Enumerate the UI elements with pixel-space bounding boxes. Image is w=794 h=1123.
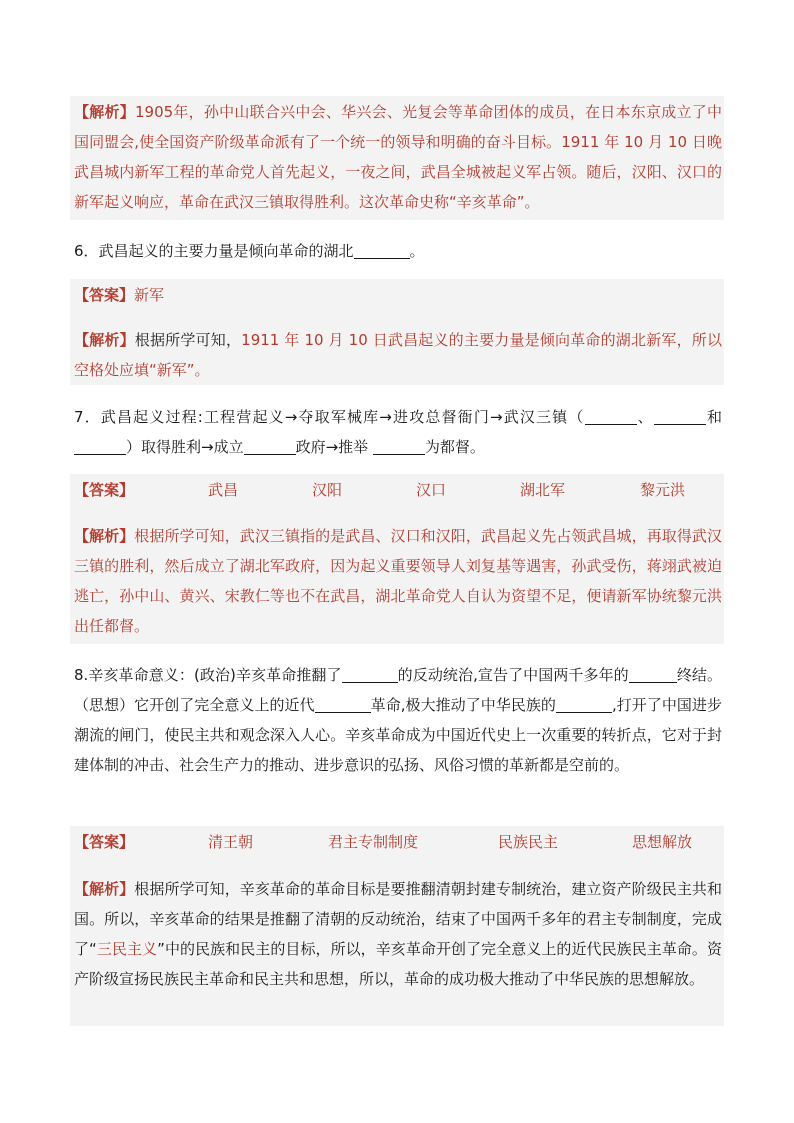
question-8-text: ,打开了中国进步潮流的闸门，使民主共和观念深入人心。辛亥革命成为中国近代史上一次重要的转折点，它对于封建体制的冲击、社会生产力的推动、进步意识的弘扬、风俗习惯的革新都是空前的。	[74, 696, 722, 774]
analysis-7	[74, 521, 722, 641]
question-6-text: 6．武昌起义的主要力量是倾向革命的湖北	[74, 242, 354, 260]
answer-blank	[315, 694, 371, 713]
analysis-6	[74, 325, 722, 385]
answer-item: 汉口	[416, 481, 447, 499]
analysis-8	[74, 874, 722, 994]
question-6-end: 。	[409, 242, 425, 260]
answer-tag: 【答案】	[74, 833, 135, 851]
question-7-text: 政府→推举	[295, 438, 373, 456]
question-8-text: 终结。 （思想）它开创了完全意义上的近代	[74, 666, 722, 714]
question-7	[74, 402, 722, 462]
analysis-prefix: 根据所学可知，	[134, 331, 242, 349]
answer-6	[74, 280, 722, 310]
answer-text: 新军	[134, 286, 165, 304]
question-7-text: 和	[705, 408, 722, 426]
answer-7	[74, 476, 722, 504]
answer-blank	[244, 436, 296, 455]
analysis-text: 根据所学可知，武汉三镇指的是武昌、汉口和汉阳，武昌起义先占领武昌城，再取得武汉三镇的胜利，然后成立了湖北军政府，因为起义重要领导人刘复基等遇害，孙武受伤，蒋翊武被迫逃亡，孙中山、黄兴、宋教仁等也不在武昌，湖北革命党人自认为资望不足，便请新军协统黎元洪出任都督。	[74, 527, 722, 635]
question-8-text: 革命,极大推动了中华民族的	[370, 696, 556, 714]
answer-item: 黎元洪	[640, 481, 686, 499]
analysis-tag: 【解析】	[74, 527, 135, 545]
answer-8	[74, 828, 722, 856]
question-8	[74, 660, 722, 780]
answer-blank	[556, 694, 612, 713]
answer-item: 民族民主	[498, 833, 559, 851]
answer-tag: 【答案】	[74, 481, 135, 499]
answer-item: 君主专制制度	[328, 833, 419, 851]
answer-blank	[74, 436, 126, 455]
analysis-tag: 【解析】	[74, 103, 135, 121]
answer-item: 清王朝	[208, 833, 254, 851]
answer-blank	[629, 664, 677, 683]
question-7-text: ）取得胜利→成立	[126, 438, 244, 456]
question-8-text: 的反动统治,宣告了中国两千多年的	[397, 666, 629, 684]
answer-item: 湖北军	[520, 481, 566, 499]
answer-item: 汉阳	[312, 481, 343, 499]
answer-blank	[373, 436, 425, 455]
analysis-tag: 【解析】	[74, 331, 135, 349]
answer-tag: 【答案】	[74, 286, 135, 304]
question-7-text: 为都督。	[424, 438, 485, 456]
analysis-highlight: 三民主义	[96, 940, 158, 958]
question-8-text: 8.辛亥革命意义：(政治)辛亥革命推翻了	[74, 666, 342, 684]
analysis-text: 根据所学可知，辛亥革命的革命目标是要推翻清朝封建专制统治，建立资产阶级民主共和国。所以，辛亥革命的结果是推翻了清朝的反动统治，结束了中国两千多年的君主专制制度，完成了“	[74, 880, 722, 958]
answer-blank	[654, 406, 706, 425]
analysis-text: 1905年，孙中山联合兴中会、华兴会、光复会等革命团体的成员，在日本东京成立了中国同盟会,使全国资产阶级革命派有了一个统一的领导和明确的奋斗目标。1911 年 10 月 10 日晚武昌城内新军工程的革命党人首先起义，一夜之间，武昌全城被起义军占领。随后，汉阳、汉口的新军起义响应，革命在武汉三镇取得胜利。这次革命史称“辛亥革命”。	[74, 103, 722, 211]
analysis-paragraph-1	[74, 97, 722, 217]
analysis-text: ”中的民族和民主的目标，所以，辛亥革命开创了完全意义上的近代民族民主革命。资产阶级宣扬民族民主革命和民主共和思想，所以，革命的成功极大推动了中华民族的思想解放。	[74, 940, 722, 988]
analysis-tag: 【解析】	[74, 880, 135, 898]
answer-blank	[585, 406, 637, 425]
answer-blank	[354, 240, 410, 259]
question-7-text: 7．武昌起义过程:工程营起义→夺取军械库→进攻总督衙门→武汉三镇（	[74, 408, 585, 426]
answer-blank	[342, 664, 398, 683]
analysis-text: 1911 年 10 月 10 日武昌起义的主要力量是倾向革命的湖北新军，所以空格处应填“新军”。	[74, 331, 722, 379]
answer-item: 武昌	[208, 481, 239, 499]
answer-item: 思想解放	[632, 833, 693, 851]
question-7-text: 、	[636, 408, 654, 426]
question-6	[74, 236, 722, 266]
